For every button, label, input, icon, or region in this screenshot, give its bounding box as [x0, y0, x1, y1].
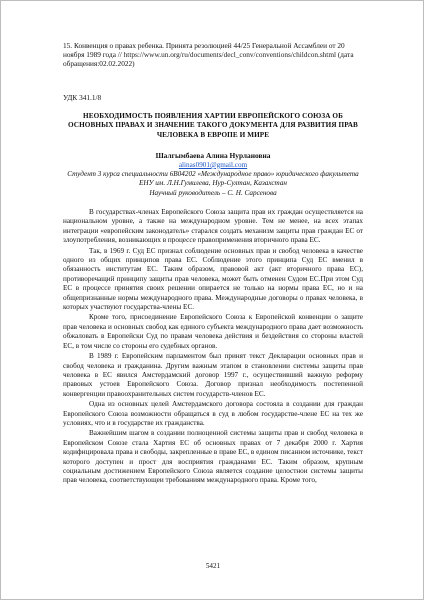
body-paragraph: Важнейшим шагом в создании полноценной системы защиты прав и свобод человека в Европейском Союзе стала Хартия ЕС об основных правах от 7 декабря 2000 г. Хартия кодифицировала права и свободы, закрепленные в праве ЕС, в едином писанном источнике, текст которого доступен и прост для восприятия гражданами ЕС. Таким образом, крупным социальным достижением Европейского Союза является создание целостнои системы защиты прав человека, соответствующеи требованиям международного права. Кроме того,	[63, 429, 363, 485]
article-title: НЕОБХОДИМОСТЬ ПОЯВЛЕНИЯ ХАРТИИ ЕВРОПЕЙСКОГО СОЮЗА ОБ ОСНОВНЫХ ПРАВАХ И ЗНАЧЕНИЕ ТАКОГО ДОКУМЕНТА ДЛЯ РАЗВИТИЯ ПРАВ ЧЕЛОВЕКА В ЕВРОПЕ И МИРЕ	[68, 111, 358, 139]
reference-text: 15. Конвенция о правах ребенка. Принята резолюцией 44/25 Генеральной Ассамблеи от 20 ноября 1989 года //	[63, 41, 345, 60]
body-paragraph: Кроме того, присоединение Европейского Союза к Европейской конвенции о защите прав человека и основных свобод как единого субъекта международного права дает возможность обжаловать в Европейски Суд по правам человека действия и бездействия со стороны властей ЕС, в том числе со стороны его судебных органов.	[63, 313, 363, 350]
body-paragraph: В 1989 г. Европейским парламентом был принят текст Декларации основных прав и свобод человека и гражданина. Другим важным этапом в становлении системы защиты прав человека в ЕС явился Амстердамский договор 1997 г., осуществивший важную реформу правовых устоев Европейского Союза. Договор признал необходимость постепенной конвергенции правоохранительных систем государств-членов ЕС.	[63, 352, 363, 398]
page-number: 5421	[205, 562, 221, 570]
author-name: Шалгымбаева Алина Нурлановна	[155, 151, 271, 161]
reference-link[interactable]: https://www.un.org/ru/documents/decl_conv/conventions/childcon.shtml	[123, 50, 337, 60]
body-paragraph: В государствах-членах Европейского Союза защита прав их граждан осуществляется на национальном уровне, а также на международном уровне. Тем не менее, на всех этапах интеграции «европейским законодатель» старался создать механизм защиты прав граждан ЕС от злоупотребления, возникающих в процессе правоприменения вторичного права ЕС.	[63, 208, 363, 245]
udk-code: УДК 341.1/8	[63, 92, 102, 102]
body-paragraph: Одна из основных целей Амстердамского договора состояла в создании для граждан Европейского Союза возможности обращаться в суд в любом государстве-члене ЕС на тех же условиях, что и в государстве их гражданства.	[63, 400, 363, 427]
article-body	[63, 208, 363, 486]
reference-access-date: (дата обращения:02.02.2022)	[63, 50, 354, 69]
body-paragraph: Так, в 1969 г. Суд ЕС признал соблюдение основных прав и свобод человека в качестве одного из общих принципов права ЕС. Соблюдение этого принципа Суд ЕС вменил в обязанность институтам ЕС. Таким образом, правовой акт (акт вторичного права ЕС), противоречащий принципу защиты прав человека, может быть отменен Судом ЕС.При этом Суд ЕС в процессе принятия своих решении опирается не только на нормы права ЕС, но и на общепризнанные нормы международного права. Международные договоры о правах человека, в которых участвуют государства-члены ЕС.	[63, 246, 363, 312]
scientific-supervisor: Научный руководитель – С. Н. Сарсенова	[149, 188, 277, 197]
author-email-link[interactable]: alinas0901@gmail.com	[178, 160, 248, 169]
author-university: ЕНУ им. Л.Н.Гумилева, Нур-Султан, Казахстан	[138, 179, 287, 188]
reference-entry	[63, 41, 363, 69]
author-affiliation: Студент 3 курса специальности 6В04202 «Международное право» юридического факультета	[67, 169, 359, 178]
page-content	[63, 41, 363, 487]
